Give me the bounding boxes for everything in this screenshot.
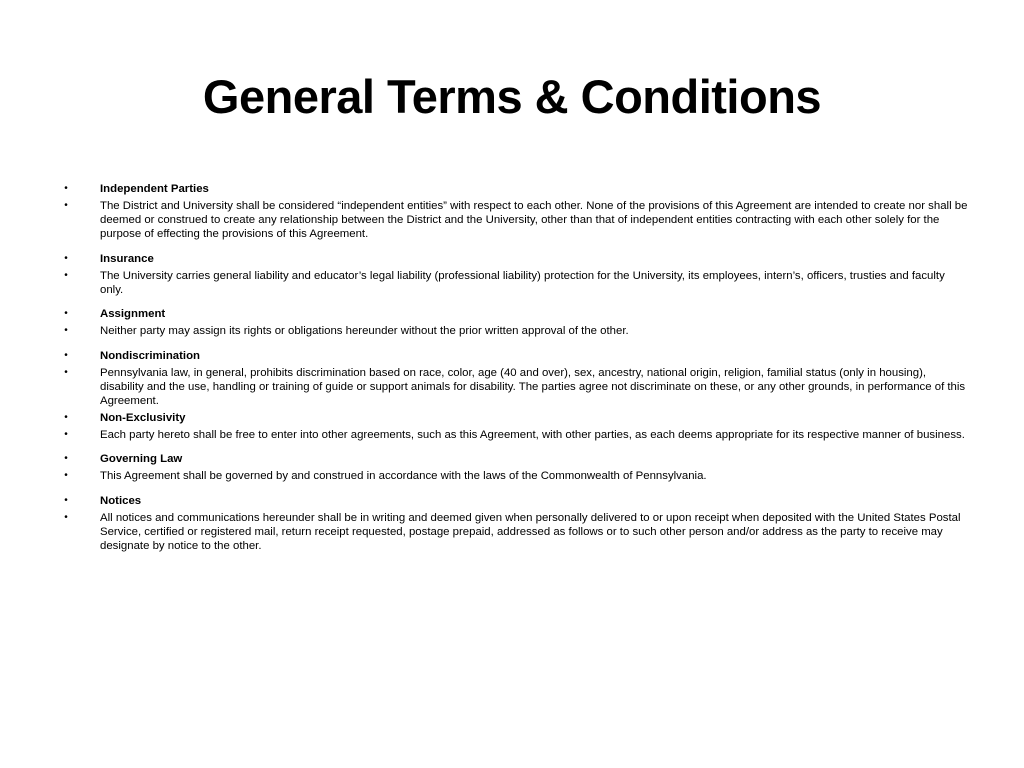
list-item <box>60 411 968 425</box>
list-item <box>60 349 968 363</box>
section-text: Pennsylvania law, in general, prohibits discrimination based on race, color, age (40 and over), sex, ancestry, national origin, religion, familial status (only in housing), disability and the use, handling or training of guide or support animals for disability. The parties agree not discriminate on these, or any other grounds, in performance of this Agreement. <box>100 366 966 407</box>
slide-content <box>60 182 968 563</box>
list-item <box>60 452 968 466</box>
bullet-icon: • <box>64 411 68 423</box>
list-item <box>60 307 968 321</box>
section-heading: Non-Exclusivity <box>100 411 186 424</box>
bullet-icon: • <box>64 366 68 378</box>
section-heading: Assignment <box>100 308 166 320</box>
list-item <box>60 366 968 408</box>
slide-title: General Terms & Conditions <box>202 70 822 123</box>
bullet-icon: • <box>64 308 68 319</box>
bullet-icon: • <box>64 269 68 281</box>
list-item <box>60 252 968 266</box>
bullet-icon: • <box>64 183 68 194</box>
bullet-icon: • <box>64 252 68 264</box>
bullet-icon: • <box>64 453 68 464</box>
bullet-icon: • <box>64 349 68 361</box>
section-text: The University carries general liability and educator’s legal liability (professional liability) protection for the University, its employees, intern’s, officers, trusties and faculty only. <box>100 269 945 296</box>
section-text: Neither party may assign its rights or obligations hereunder without the prior written approval of the other. <box>100 325 629 337</box>
list-item <box>60 182 968 196</box>
section-non-exclusivity <box>60 411 968 442</box>
section-independent-parties <box>60 182 968 241</box>
list-item <box>60 494 968 508</box>
bullet-icon: • <box>64 494 68 506</box>
bullet-icon: • <box>64 200 68 211</box>
bullet-icon: • <box>64 511 68 523</box>
section-governing-law <box>60 452 968 483</box>
section-text: All notices and communications hereunder shall be in writing and deemed given when personally delivered to or upon receipt when deposited with the United States Postal Service, certified or registered mail, return receipt requested, postage prepaid, addressed as follows or to such other person and/or address as the party to receive may designate by notice to the other. <box>100 511 961 552</box>
section-heading: Independent Parties <box>100 183 209 195</box>
section-notices <box>60 494 968 553</box>
bullet-icon: • <box>64 428 68 440</box>
section-heading: Insurance <box>100 252 154 265</box>
section-heading: Notices <box>100 494 142 507</box>
section-text: The District and University shall be considered “independent entities” with respect to each other. None of the provisions of this Agreement are intended to create nor shall be deemed or construed to create any relationship between the District and the University, other than that of independent entities contracting with each other solely for the purpose of effecting the provisions of this Agreement. <box>100 200 968 240</box>
section-heading: Nondiscrimination <box>100 349 200 362</box>
bullet-icon: • <box>64 325 68 336</box>
list-item <box>60 428 968 442</box>
section-text: Each party hereto shall be free to enter into other agreements, such as this Agreement, with other parties, as each deems appropriate for its respective manner of business. <box>100 428 965 441</box>
section-text: This Agreement shall be governed by and construed in accordance with the laws of the Commonwealth of Pennsylvania. <box>100 470 707 482</box>
list-item <box>60 511 968 553</box>
section-heading: Governing Law <box>100 453 183 465</box>
section-nondiscrimination <box>60 349 968 408</box>
section-assignment <box>60 307 968 338</box>
list-item <box>60 269 968 297</box>
list-item <box>60 324 968 338</box>
list-item <box>60 199 968 241</box>
bullet-icon: • <box>64 470 68 481</box>
list-item <box>60 469 968 483</box>
section-insurance <box>60 252 968 297</box>
